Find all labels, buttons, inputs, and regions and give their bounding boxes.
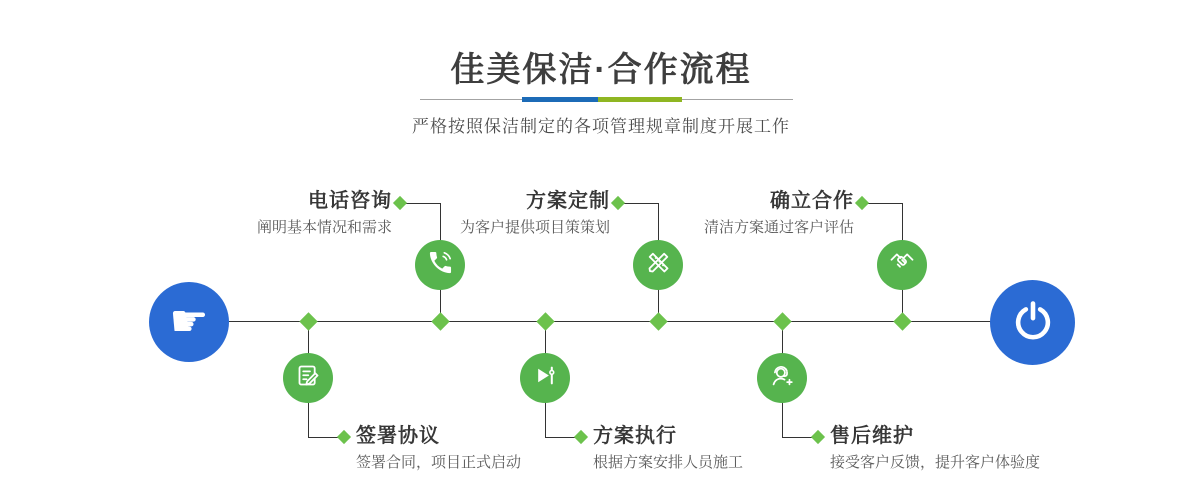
diamond-marker: [649, 312, 667, 330]
step-aftersale-maintain: [830, 424, 1040, 472]
step-label: 售后维护: [830, 425, 914, 447]
divider-blue-segment: [522, 97, 598, 102]
step-desc: 根据方案安排人员施工: [593, 454, 744, 471]
phone-call-icon: [427, 249, 454, 281]
step-establish-coop: [704, 189, 854, 237]
step-desc: 为客户提供项目策策划: [459, 219, 610, 236]
step-node-sign: [283, 353, 333, 403]
diamond-marker: [574, 430, 588, 444]
document-sign-icon: [295, 362, 322, 394]
step-label: 签署协议: [356, 425, 440, 447]
play-execute-icon: [532, 362, 559, 394]
diamond-marker: [611, 196, 625, 210]
step-node-cooperate: [877, 240, 927, 290]
customer-service-icon: [768, 362, 796, 395]
start-node: [149, 282, 229, 362]
timeline-line: [229, 321, 992, 322]
page-title: 佳美保洁·合作流程: [450, 51, 752, 89]
pencil-ruler-icon: [645, 249, 672, 281]
step-label: 方案定制: [526, 190, 610, 212]
page-subtitle: 严格按照保洁制定的各项管理规章制度开展工作: [412, 117, 790, 136]
step-desc: 签署合同，项目正式启动: [356, 454, 522, 471]
step-node-plan: [633, 240, 683, 290]
pointing-hand-icon: ☛: [169, 296, 209, 347]
diamond-marker: [393, 196, 407, 210]
step-desc: 接受客户反馈，提升客户体验度: [830, 454, 1041, 471]
step-plan-execute: [593, 424, 743, 472]
end-node: [990, 280, 1075, 365]
step-node-aftersale: [757, 353, 807, 403]
power-icon: [1011, 298, 1055, 347]
diamond-marker: [536, 312, 554, 330]
step-label: 电话咨询: [308, 190, 392, 212]
step-node-phone: [415, 240, 465, 290]
diamond-marker: [811, 430, 825, 444]
divider-green-segment: [598, 97, 682, 102]
handshake-icon: [888, 249, 916, 282]
diamond-marker: [773, 312, 791, 330]
step-phone-consult: [257, 189, 392, 237]
step-label: 确立合作: [770, 190, 854, 212]
step-node-execute: [520, 353, 570, 403]
step-plan-custom: [460, 189, 610, 237]
diamond-marker: [855, 196, 869, 210]
diamond-marker: [337, 430, 351, 444]
diamond-marker: [431, 312, 449, 330]
step-label: 方案执行: [593, 425, 677, 447]
step-sign-agreement: [356, 424, 521, 472]
diamond-marker: [893, 312, 911, 330]
diamond-marker: [299, 312, 317, 330]
step-desc: 清洁方案通过客户评估: [703, 219, 854, 236]
title-divider: [420, 97, 793, 102]
step-desc: 阐明基本情况和需求: [256, 219, 392, 236]
